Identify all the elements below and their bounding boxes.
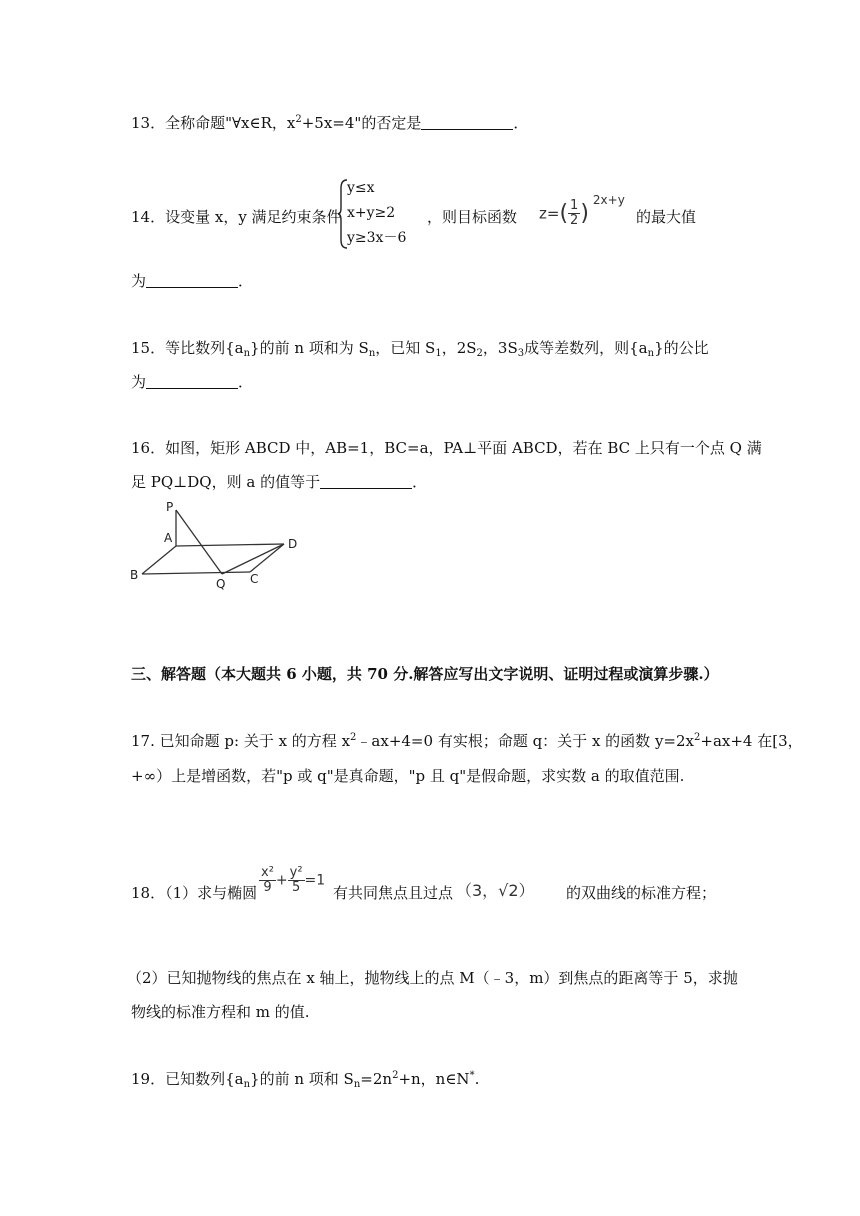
q14-line2	[131, 271, 253, 291]
edge-PQ	[176, 510, 222, 574]
question-14	[131, 207, 342, 227]
label-P: P	[166, 500, 174, 514]
q15-sub-2: 2	[476, 348, 483, 359]
paren-open: (	[559, 201, 569, 226]
question-18	[131, 883, 257, 903]
q14-end: ．	[238, 272, 254, 290]
q14-text-a: 14．设变量 x，y 满足约束条件	[131, 208, 342, 226]
q15-sub-n1: n	[243, 348, 251, 359]
q15-sub-3: 3	[517, 348, 525, 359]
q15-sub-n2: n	[368, 348, 376, 359]
q15-wei: 为	[131, 373, 147, 391]
q19-sub-n2: n	[353, 1079, 361, 1090]
label-C: C	[250, 572, 259, 586]
answer-blank-16[interactable]	[320, 474, 412, 489]
section-heading-text: 三、解答题（本大题共 6 小题，共 70 分.解答应写出文字说明、证明过程或演算步骤.）	[131, 665, 719, 683]
q18-tail	[566, 883, 716, 903]
edge-AB	[142, 546, 176, 574]
q15-g: }的公比	[654, 339, 709, 357]
constraint-3: y≥3x－6	[347, 230, 407, 246]
constraint-2: x+y≥2	[347, 205, 396, 221]
x-num: x²	[261, 865, 274, 880]
q15-a: 15．等比数列{a	[131, 339, 244, 357]
q19-sup-star: *	[469, 1070, 475, 1081]
y-den: 5	[291, 880, 301, 895]
q19-b: }的前 n 项和 S	[250, 1070, 354, 1088]
q15-sub-1: 1	[435, 348, 442, 359]
q15-e: ，3S	[482, 339, 518, 357]
q19-sub-n1: n	[243, 1079, 251, 1090]
edge-AD	[176, 544, 284, 546]
question-19	[131, 1069, 479, 1089]
question-16	[131, 438, 762, 458]
question-17	[131, 731, 803, 751]
y-fraction	[288, 866, 305, 895]
exponent: 2x+y	[592, 193, 625, 207]
q14-tail	[636, 207, 696, 227]
q15-d: ，2S	[441, 339, 477, 357]
q18-part2-line1: （2）已知抛物线的焦点在 x 轴上，抛物线上的点 M（﹣3，m）到焦点的距离等于 5，求抛	[127, 969, 738, 987]
point-coordinates	[456, 878, 535, 901]
y-num: y²	[289, 865, 303, 880]
q13-end: ．	[513, 114, 529, 132]
q16-text: 足 PQ⊥DQ，则 a 的值等于	[131, 473, 321, 491]
objective-formula	[539, 193, 625, 228]
answer-blank-15[interactable]	[146, 374, 238, 389]
frac-den: 2	[570, 213, 579, 228]
q18-part2-line2	[131, 1002, 310, 1022]
q16-line2	[131, 472, 427, 492]
label-D: D	[288, 537, 298, 551]
q19-d: +n，n∈N	[398, 1070, 470, 1088]
q18-text-c: 的双曲线的标准方程；	[566, 884, 717, 902]
geometry-figure	[128, 498, 308, 590]
frac-num: 1	[570, 198, 579, 213]
question-13	[131, 113, 528, 133]
q17-sup-b: 2	[694, 732, 701, 743]
equals-one: =1	[304, 872, 326, 889]
q17-line2	[131, 766, 684, 786]
q18-mid	[333, 883, 453, 903]
q14-wei: 为	[131, 272, 147, 290]
ellipse-equation	[259, 866, 325, 895]
q17-line2-text: +∞）上是增函数，若"p 或 q"是真命题，"p 且 q"是假命题，求实数 a 的取值范围.	[131, 767, 685, 785]
q16-end: ．	[412, 473, 428, 491]
plus-sign: +	[275, 872, 288, 889]
question-15	[131, 338, 709, 358]
q16-line1: 16．如图，矩形 ABCD 中，AB=1，BC=a，PA⊥平面 ABCD，若在 BC 上只有一个点 Q 满	[131, 439, 762, 457]
q14-objective	[427, 207, 517, 227]
q15-sub-n3: n	[647, 348, 655, 359]
section-heading	[131, 664, 719, 684]
constraint-system	[337, 178, 415, 250]
x-fraction	[259, 866, 276, 895]
q18-text-a: 18．（1）求与椭圆	[131, 884, 258, 902]
q18-part2-line2-text: 物线的标准方程和 m 的值.	[131, 1003, 310, 1021]
edge-BC	[142, 572, 250, 574]
paren-close: )	[580, 201, 589, 226]
q15-b: }的前 n 项和为 S	[250, 339, 369, 357]
label-B: B	[130, 568, 139, 582]
label-Q: Q	[216, 577, 226, 590]
q19-sup2: 2	[392, 1070, 399, 1081]
q13-sup: 2	[295, 114, 302, 125]
answer-blank-14[interactable]	[146, 273, 238, 288]
q14-text-b: ，则目标函数	[427, 208, 518, 226]
point-text: （3，√2）	[456, 881, 535, 900]
q18-text-b: 有共同焦点且过点	[333, 884, 454, 902]
q14-text-c: 的最大值	[636, 208, 697, 226]
q15-end: ．	[238, 373, 254, 391]
q19-a: 19．已知数列{a	[131, 1070, 244, 1088]
q17-b: ﹣ax+4=0 有实根；命题 q：关于 x 的函数 y=2x	[356, 732, 694, 750]
q17-c: +ax+4 在[3，	[700, 732, 803, 750]
q15-c: ，已知 S	[375, 339, 436, 357]
x-den: 9	[263, 880, 272, 895]
q18-part2	[127, 968, 738, 988]
answer-blank-13[interactable]	[421, 115, 513, 130]
q17-sup-a: 2	[350, 732, 357, 743]
half-fraction	[568, 199, 580, 228]
constraint-1: y≤x	[347, 180, 375, 196]
q15-f: 成等差数列，则{a	[524, 339, 648, 357]
q13-text-a: 13．全称命题"∀x∈R，x	[131, 114, 296, 132]
q19-e: .	[474, 1070, 480, 1088]
q13-text-b: +5x=4"的否定是	[301, 114, 422, 132]
label-A: A	[164, 531, 173, 545]
z-label: z=	[539, 204, 560, 223]
q19-c: =2n	[360, 1070, 393, 1088]
q17-a: 17. 已知命题 p: 关于 x 的方程 x	[131, 732, 351, 750]
q15-line2	[131, 372, 253, 392]
